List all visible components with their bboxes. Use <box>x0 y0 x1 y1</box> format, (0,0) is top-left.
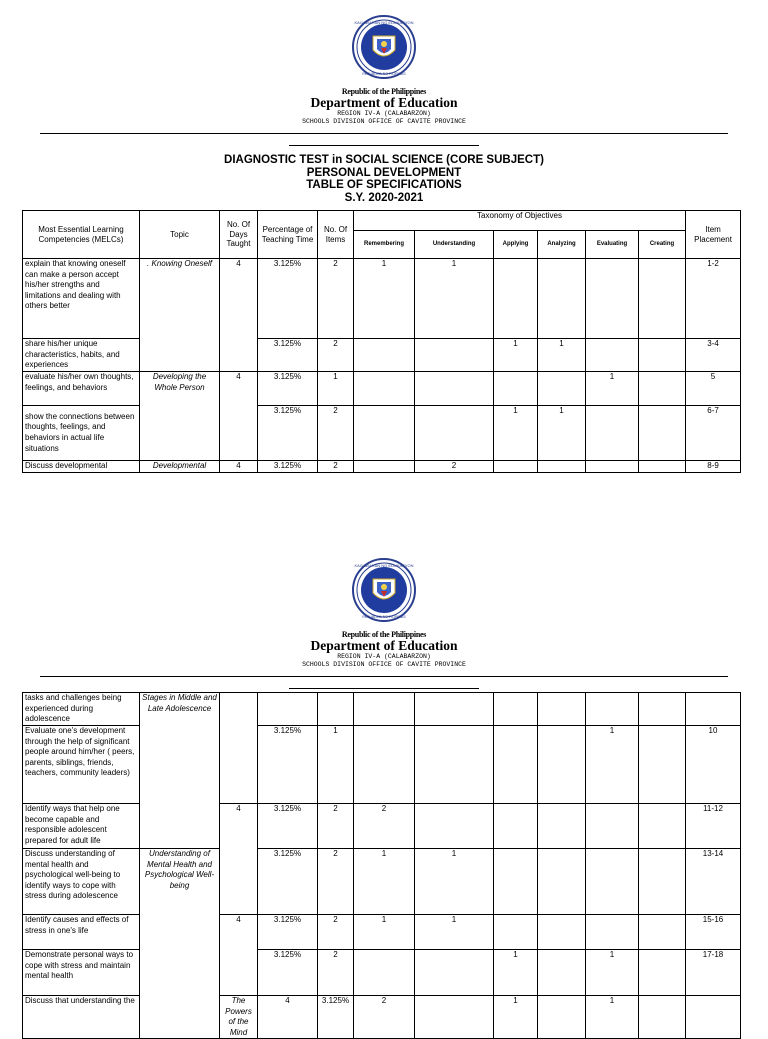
title-line-2: PERSONAL DEVELOPMENT <box>306 166 462 179</box>
department-label: Department of Education <box>310 638 458 653</box>
seal-text-top: KAGAWARAN NG EDUKASYON <box>354 20 414 25</box>
col-taxonomy: Taxonomy of Objectives <box>354 211 686 231</box>
eva-cell: 1 <box>586 372 639 406</box>
rem-cell: 1 <box>354 915 415 950</box>
letterhead <box>0 14 768 126</box>
pct-cell: 3.125% <box>258 406 318 461</box>
cre-cell <box>639 339 686 372</box>
app-cell <box>494 693 538 726</box>
seal-text-bottom: REPUBLIKA NG PILIPINAS <box>362 615 406 619</box>
items-cell: 2 <box>318 849 354 915</box>
pct-cell: 3.125% <box>258 950 318 996</box>
col-applying: Applying <box>494 231 538 259</box>
eva-cell <box>586 406 639 461</box>
days-cell <box>220 693 258 804</box>
days-cell: 4 <box>220 461 258 473</box>
pct-cell: 3.125% <box>258 915 318 950</box>
title-line-1: DIAGNOSTIC TEST in SOCIAL SCIENCE (CORE SUBJECT) <box>224 154 544 166</box>
eva-cell <box>586 339 639 372</box>
table-row <box>23 996 741 1039</box>
place-cell: 1-2 <box>686 259 741 339</box>
items-cell: 2 <box>318 339 354 372</box>
col-days: No. Of Days Taught <box>220 211 258 259</box>
rem-cell <box>354 726 415 804</box>
melc-cell: show the connections between thoughts, feelings, and behaviors in actual life situations <box>23 406 140 461</box>
items-cell: 2 <box>318 915 354 950</box>
days-cell: 4 <box>258 996 318 1039</box>
rem-cell <box>354 372 415 406</box>
ana-cell <box>538 461 586 473</box>
department-label: Department of Education <box>310 95 458 110</box>
cre-cell <box>639 461 686 473</box>
cre-cell <box>639 693 686 726</box>
melc-cell: Evaluate one's development through the help of significant people around him/her ( peers, parents, siblings, friends, teachers, community leaders) <box>23 726 140 804</box>
ana-cell <box>538 804 586 849</box>
und-cell <box>415 693 494 726</box>
table-row <box>23 849 741 915</box>
cre-cell <box>639 915 686 950</box>
melc-cell: Identify causes and effects of stress in one's life <box>23 915 140 950</box>
items-cell: 2 <box>318 950 354 996</box>
col-items: No. Of Items <box>318 211 354 259</box>
eva-cell <box>586 804 639 849</box>
pct-cell: 3.125% <box>258 849 318 915</box>
table-row <box>23 406 741 461</box>
cre-cell <box>639 726 686 804</box>
app-cell <box>494 726 538 804</box>
col-evaluating: Evaluating <box>586 231 639 259</box>
pct-cell: 3.125% <box>258 726 318 804</box>
eva-cell <box>639 996 686 1039</box>
table-row <box>23 726 741 804</box>
title-line-3: TABLE OF SPECIFICATIONS <box>306 179 462 191</box>
app-cell <box>494 259 538 339</box>
place-cell: 13-14 <box>686 849 741 915</box>
melc-cell: Identify ways that help one become capable and responsible adolescent prepared for adult life <box>23 804 140 849</box>
eva-cell: 1 <box>586 726 639 804</box>
app-cell <box>538 996 586 1039</box>
und-cell: 1 <box>415 915 494 950</box>
header-rule <box>40 676 728 677</box>
und-cell <box>415 726 494 804</box>
table-row <box>23 950 741 996</box>
deped-seal-icon <box>351 557 417 623</box>
app-cell: 1 <box>494 339 538 372</box>
place-cell: 10 <box>686 726 741 804</box>
seal-text-top: KAGAWARAN NG EDUKASYON <box>354 563 414 568</box>
rem-cell <box>354 693 415 726</box>
republic-label: Republic of the Philippines <box>341 87 427 96</box>
cre-cell <box>639 950 686 996</box>
days-cell: 4 <box>220 915 258 996</box>
rem-cell <box>354 339 415 372</box>
col-understanding: Understanding <box>415 231 494 259</box>
table-row <box>23 372 741 406</box>
pct-cell: 3.125% <box>258 372 318 406</box>
topic-cell: The Powers of the Mind <box>220 996 258 1039</box>
cre-cell <box>639 849 686 915</box>
division-label: SCHOOLS DIVISION OFFICE OF CAVITE PROVINCE <box>302 661 466 668</box>
header-short-rule <box>289 688 479 689</box>
items-cell <box>318 693 354 726</box>
table-row <box>23 339 741 372</box>
ana-cell <box>538 372 586 406</box>
und-cell <box>415 339 494 372</box>
place-cell: 11-12 <box>686 804 741 849</box>
ana-cell: 1 <box>538 339 586 372</box>
eva-cell: 1 <box>586 950 639 996</box>
days-cell: 4 <box>220 804 258 915</box>
table-row <box>23 915 741 950</box>
eva-cell <box>586 849 639 915</box>
place-cell: 15-16 <box>686 915 741 950</box>
und-cell: 1 <box>494 996 538 1039</box>
ana-cell: 1 <box>538 406 586 461</box>
app-cell <box>494 804 538 849</box>
col-analyzing: Analyzing <box>538 231 586 259</box>
pct-cell <box>258 693 318 726</box>
rem-cell <box>354 406 415 461</box>
ana-cell <box>538 915 586 950</box>
region-label: REGION IV-A (CALABARZON) <box>337 653 431 660</box>
days-cell: 4 <box>220 372 258 461</box>
division-label: SCHOOLS DIVISION OFFICE OF CAVITE PROVINCE <box>302 118 466 125</box>
melc-cell: Discuss understanding of mental health and psychological well-being to identify ways to cope with stress during adolescence <box>23 849 140 915</box>
place-cell: 17-18 <box>686 950 741 996</box>
items-cell: 1 <box>318 726 354 804</box>
app-cell <box>494 915 538 950</box>
items-cell: 2 <box>318 259 354 339</box>
pct-cell: 3.125% <box>258 339 318 372</box>
und-cell <box>415 372 494 406</box>
pct-cell: 3.125% <box>258 804 318 849</box>
app-cell <box>494 372 538 406</box>
header-rule <box>40 133 728 134</box>
und-cell <box>415 804 494 849</box>
melc-cell: tasks and challenges being experienced during adolescence <box>23 693 140 726</box>
ana-cell: 1 <box>586 996 639 1039</box>
topic-cell: Understanding of Mental Health and Psychological Well-being <box>140 849 220 1039</box>
und-cell: 1 <box>415 849 494 915</box>
app-cell: 1 <box>494 950 538 996</box>
table-row <box>23 693 741 726</box>
rem-cell <box>415 996 494 1039</box>
ana-cell <box>538 849 586 915</box>
table-row <box>23 804 741 849</box>
header-short-rule <box>289 145 479 146</box>
specification-table-1 <box>22 210 741 473</box>
app-cell <box>494 461 538 473</box>
cre-cell <box>639 406 686 461</box>
col-melc: Most Essential Learning Competencies (MELCs) <box>23 211 140 259</box>
topic-cell: Stages in Middle and Late Adolescence <box>140 693 220 849</box>
republic-label: Republic of the Philippines <box>341 630 427 639</box>
place-cell: 5 <box>686 372 741 406</box>
ana-cell <box>538 726 586 804</box>
place-cell: 3-4 <box>686 339 741 372</box>
eva-cell <box>586 693 639 726</box>
topic-cell: Developing the Whole Person <box>140 372 220 461</box>
ana-cell <box>538 259 586 339</box>
place-cell <box>686 693 741 726</box>
topic-cell: Developmental <box>140 461 220 473</box>
melc-cell: Discuss that understanding the <box>23 996 140 1039</box>
letterhead <box>0 557 768 669</box>
eva-cell <box>586 461 639 473</box>
table-row <box>23 461 741 473</box>
items-cell: 2 <box>318 406 354 461</box>
table-row <box>23 259 741 339</box>
topic-cell: . Knowing Oneself <box>140 259 220 372</box>
ana-cell <box>538 693 586 726</box>
items-cell: 2 <box>354 996 415 1039</box>
rem-cell: 1 <box>354 259 415 339</box>
app-cell: 1 <box>494 406 538 461</box>
eva-cell <box>586 915 639 950</box>
page-2 <box>0 557 768 689</box>
place-cell: 8-9 <box>686 461 741 473</box>
rem-cell: 2 <box>354 804 415 849</box>
col-remembering: Remembering <box>354 231 415 259</box>
cre-cell <box>639 804 686 849</box>
und-cell <box>415 950 494 996</box>
und-cell <box>415 406 494 461</box>
page-1 <box>0 14 768 204</box>
pct-cell: 3.125% <box>258 461 318 473</box>
eva-cell <box>586 259 639 339</box>
cre-cell <box>686 996 741 1039</box>
melc-cell: share his/her unique characteristics, habits, and experiences <box>23 339 140 372</box>
place-cell: 6-7 <box>686 406 741 461</box>
col-creating: Creating <box>639 231 686 259</box>
col-percentage: Percentage of Teaching Time <box>258 211 318 259</box>
pct-cell: 3.125% <box>258 259 318 339</box>
cre-cell <box>639 372 686 406</box>
specification-table-2 <box>22 692 741 1039</box>
und-cell: 2 <box>415 461 494 473</box>
pct-cell: 3.125% <box>318 996 354 1039</box>
document-titles <box>0 154 768 204</box>
items-cell: 2 <box>318 804 354 849</box>
seal-text-bottom: REPUBLIKA NG PILIPINAS <box>362 72 406 76</box>
rem-cell <box>354 461 415 473</box>
title-line-4: S.Y. 2020-2021 <box>344 191 424 204</box>
region-label: REGION IV-A (CALABARZON) <box>337 110 431 117</box>
items-cell: 1 <box>318 372 354 406</box>
melc-cell: explain that knowing oneself can make a person accept his/her strengths and limitations and dealing with others better <box>23 259 140 339</box>
cre-cell <box>639 259 686 339</box>
items-cell: 2 <box>318 461 354 473</box>
rem-cell <box>354 950 415 996</box>
days-cell: 4 <box>220 259 258 372</box>
col-placement: Item Placement <box>686 211 741 259</box>
rem-cell: 1 <box>354 849 415 915</box>
und-cell: 1 <box>415 259 494 339</box>
melc-cell: evaluate his/her own thoughts, feelings, and behaviors <box>23 372 140 406</box>
col-topic: Topic <box>140 211 220 259</box>
deped-seal-icon <box>351 14 417 80</box>
ana-cell <box>538 950 586 996</box>
melc-cell: Discuss developmental <box>23 461 140 473</box>
app-cell <box>494 849 538 915</box>
melc-cell: Demonstrate personal ways to cope with stress and maintain mental health <box>23 950 140 996</box>
